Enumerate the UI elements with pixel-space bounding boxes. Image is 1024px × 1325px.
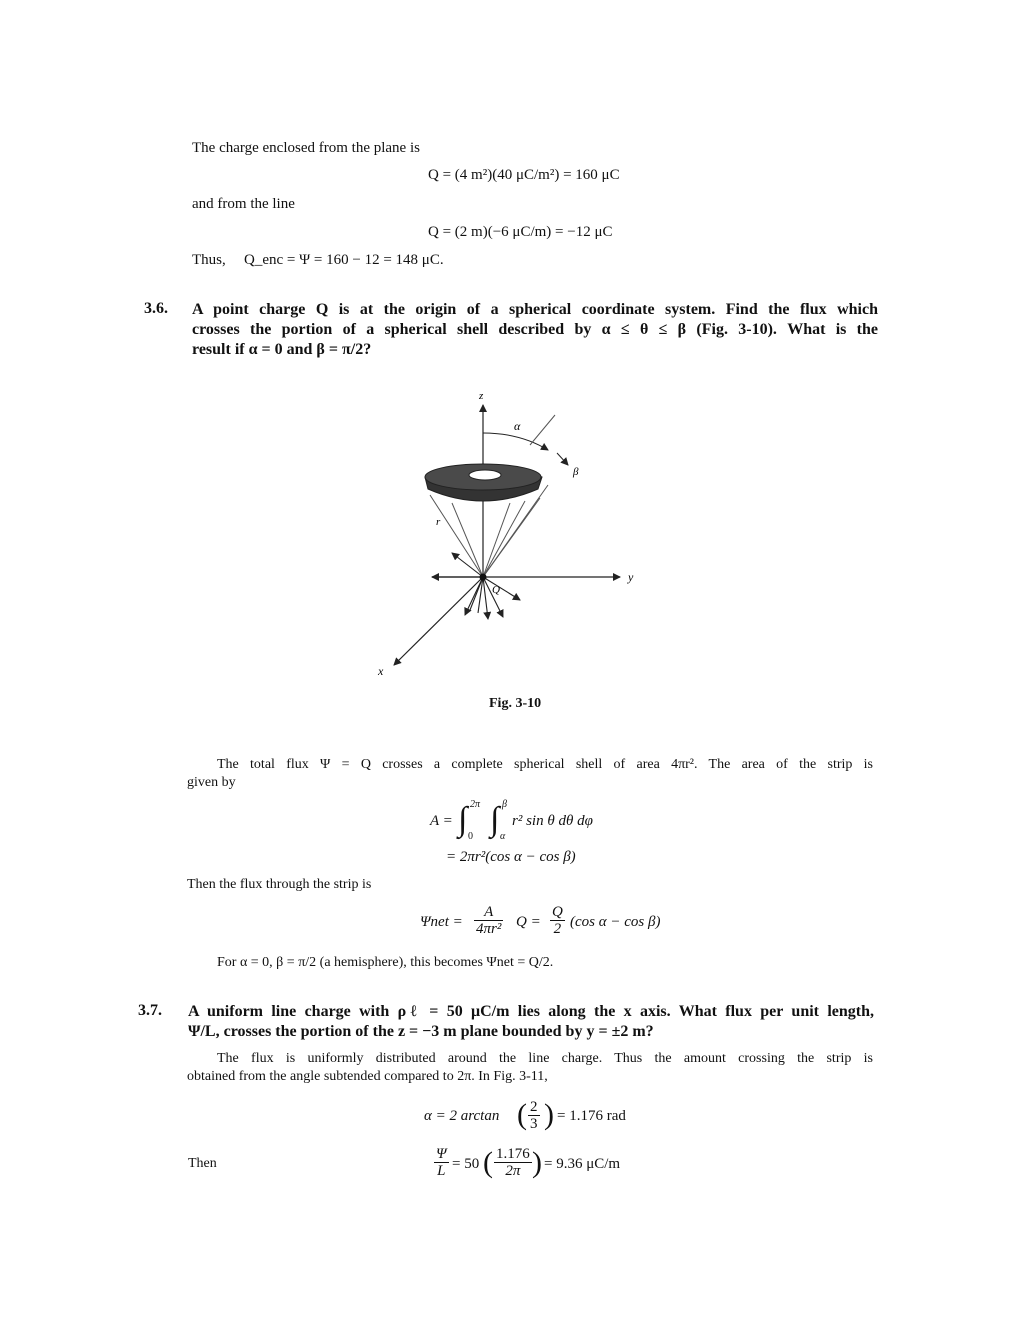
beta-arc	[557, 453, 568, 465]
fraction-denominator: 2	[553, 921, 562, 937]
statement-line: A point charge Q is at the origin of a spherical coordinate system. Find the flux which	[192, 301, 878, 318]
alpha-rhs: = 1.176 rad	[557, 1108, 626, 1124]
statement-line: crosses the portion of a spherical shell described by α ≤ θ ≤ β (Fig. 3-10). What is the	[192, 321, 879, 338]
alpha-arctan-equation	[424, 1097, 644, 1137]
fraction-denominator: 2π	[505, 1163, 521, 1179]
statement-line: A uniform line charge with ρℓ = 50 μC/m lies along the x axis. What flux per unit length,	[188, 1003, 874, 1020]
beta-label: β	[573, 466, 579, 478]
net-flux-rhs: (cos α − cos β)	[570, 914, 661, 930]
fraction-numerator: Q	[552, 904, 563, 920]
plane-charge-equation: Q = (4 m²)(40 μC/m²) = 160 μC	[428, 167, 620, 183]
area-lhs: A =	[430, 813, 453, 829]
net-flux-mid: Q =	[516, 914, 541, 930]
thus-label: Thus,	[192, 252, 226, 268]
upper-limit-theta: β	[502, 799, 507, 810]
enclosed-charge-equation: Q_enc = Ψ = 160 − 12 = 148 μC.	[244, 252, 444, 268]
solution-line: The total flux Ψ = Q crosses a complete spherical shell of area 4πr². The area of the strip is	[217, 757, 873, 772]
lower-limit-theta: α	[500, 831, 506, 842]
solution-3-6-intro	[187, 756, 873, 792]
right-paren: )	[532, 1146, 542, 1179]
solution-line: The flux is uniformly distributed around the line charge. Thus the amount crossing the strip is	[217, 1051, 873, 1066]
alpha-label: α	[514, 419, 521, 433]
figure-3-10	[370, 385, 660, 680]
right-paren: )	[544, 1098, 554, 1131]
psi-rhs: = 9.36 μC/m	[544, 1156, 621, 1172]
z-label: z	[479, 390, 484, 402]
shell-hole	[469, 470, 501, 480]
line-intro-text: and from the line	[192, 196, 295, 212]
r-label: r	[436, 516, 441, 528]
flux-per-length-equation	[432, 1146, 652, 1186]
area-over-sphere-fraction	[474, 904, 503, 937]
plane-intro-text: The charge enclosed from the plane is	[192, 140, 420, 156]
upper-limit-phi: 2π	[470, 799, 481, 810]
lower-limit-phi: 0	[468, 831, 473, 842]
point-charge-dot	[480, 574, 487, 581]
problem-number-3-7: 3.7.	[138, 1002, 162, 1019]
left-paren: (	[517, 1098, 527, 1131]
integrand: r² sin θ dθ dφ	[512, 813, 593, 829]
psi-mid: = 50	[452, 1156, 480, 1172]
q-over-two-fraction	[550, 904, 565, 937]
solution-line: obtained from the angle subtended compared to 2π. In Fig. 3-11,	[187, 1069, 548, 1084]
integral-sign: ∫	[490, 801, 500, 838]
then-label: Then	[188, 1156, 217, 1171]
fraction-numerator: A	[474, 904, 503, 921]
problem-3-7-statement	[188, 1002, 874, 1042]
hemisphere-case-text: For α = 0, β = π/2 (a hemisphere), this becomes Ψnet = Q/2.	[217, 955, 554, 970]
integral-sign: ∫	[458, 801, 468, 838]
x-label: x	[378, 664, 384, 678]
then-flux-text: Then the flux through the strip is	[187, 877, 372, 892]
x-axis	[394, 577, 483, 665]
fraction-denominator: L	[437, 1163, 446, 1179]
area-result-equation: = 2πr²(cos α − cos β)	[446, 849, 576, 865]
solution-line: given by	[187, 775, 236, 790]
fraction-denominator: 3	[530, 1116, 538, 1132]
alpha-lhs: α = 2 arctan	[424, 1108, 500, 1124]
fraction-denominator: 4πr²	[476, 921, 502, 937]
fraction-numerator: 2	[530, 1099, 538, 1115]
y-label: y	[628, 570, 634, 584]
fraction-numerator: 1.176	[496, 1146, 530, 1162]
fraction-numerator: Ψ	[436, 1146, 447, 1162]
q-label: Q	[492, 584, 500, 596]
angle-over-2pi-fraction	[494, 1146, 532, 1179]
left-paren: (	[483, 1146, 493, 1179]
solution-3-7-intro	[187, 1050, 873, 1086]
two-thirds-fraction	[528, 1099, 540, 1132]
statement-line: result if α = 0 and β = π/2?	[192, 341, 372, 358]
problem-number-3-6: 3.6.	[144, 300, 168, 317]
statement-line: Ψ/L, crosses the portion of the z = −3 m plane bounded by y = ±2 m?	[188, 1023, 654, 1040]
figure-caption: Fig. 3-10	[489, 696, 542, 711]
psi-over-l-fraction	[434, 1146, 449, 1179]
net-flux-lhs: Ψnet =	[420, 914, 463, 930]
line-charge-equation: Q = (2 m)(−6 μC/m) = −12 μC	[428, 224, 613, 240]
problem-3-6-statement	[192, 300, 878, 360]
